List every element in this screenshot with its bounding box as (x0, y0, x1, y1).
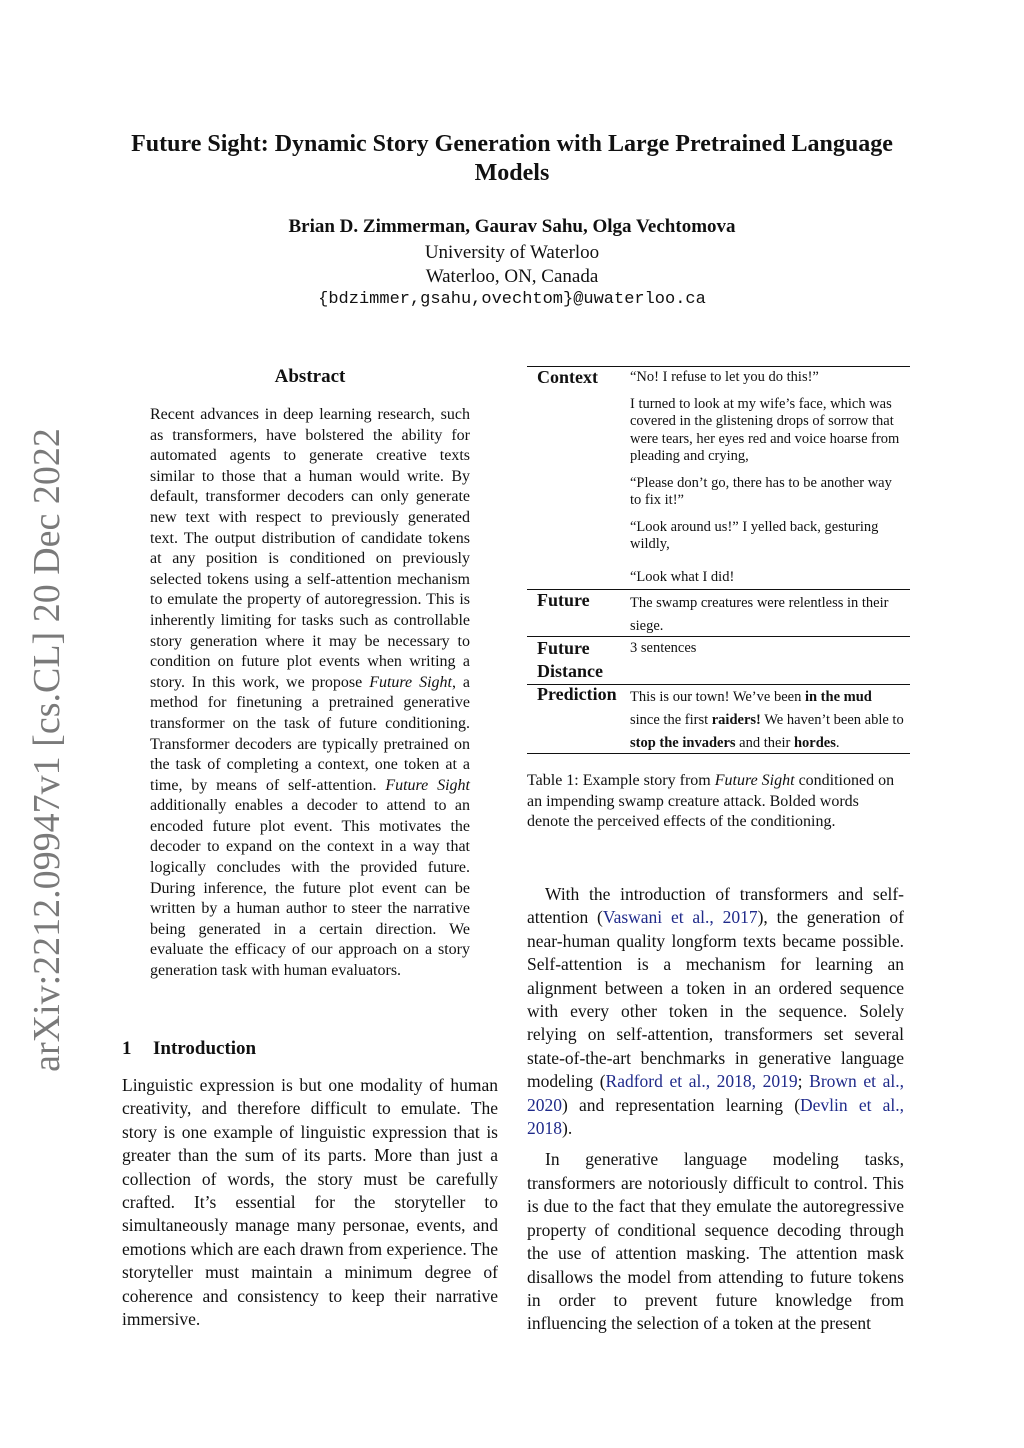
section-heading-introduction (122, 1038, 256, 1060)
prediction-bold-segment: stop the invaders (630, 735, 736, 751)
distance-label-line1: Future (537, 638, 590, 658)
intro-right-column (527, 883, 904, 1336)
abstract-text-3: additionally enables a decoder to attend to an encoded future plot event. This motivates the decoder to expand on the context in a way that logically concludes with the provided future. During inference, the future plot event can be written by a human author to steer the narrative being generated in a certain direction. We evaluate the efficacy of our approach on a story generation task with human evaluators. (150, 797, 470, 980)
intro-paragraph-3: In generative language modeling tasks, transformers are notoriously difficult to control. This is due to the fact that they emulate the autoregressive property of conditional sequence decoding through the use of attention masking. The attention mask disallows the model from attending to future tokens in order to prevent future knowledge from influencing the selection of a token at the present (527, 1149, 904, 1334)
abstract-heading: Abstract (274, 366, 346, 387)
prediction-segment: since the first (630, 712, 712, 728)
table-label-future: Future (537, 590, 590, 610)
abstract-text-1: Recent advances in deep learning research, such as transformers, have bolstered the ability for automated agents to generate creative texts similar to those that a human would write. By default, transformer decoders can only generate new text with respect to previously generated text. The output distribution of candidate tokens at any position is conditioned on previously selected tokens using a self-attention mechanism to emulate the property of autoregression. This is inherently limiting for tasks such as controllable story generation where it may be necessary to condition on future plot events when writing a story. In this work, we propose (150, 406, 470, 691)
table-rule-bottom (527, 753, 910, 754)
author-emails: {bdzimmer,gsahu,ovechtom}@uwaterloo.ca (318, 290, 706, 309)
table-label-context: Context (537, 367, 598, 387)
abstract-text-2: , a method for finetuning a pretrained generative transformer on the task of future conditioning. Transformer decoders are typically pretrained on the task of completing a context, one token at a time, by means of self-attention. (150, 673, 470, 794)
prediction-segment: . (835, 735, 840, 751)
body-text: ), the generation of near-human quality longform texts became possible. Self-attention is a mechanism for learning an alignment between a token in an ordered sequence with every other token in the sequence. Solely relying on self-attention, transformers set several state-of-the-art benchmarks in generative language modeling ( (527, 907, 905, 1092)
abstract-method-name: Future Sight (369, 673, 452, 691)
citation-link[interactable]: Radford et al., 2018, 2019 (605, 1071, 798, 1092)
table-caption (527, 771, 904, 833)
prediction-text (630, 686, 905, 755)
intro-paragraph-1: Linguistic expression is but one modality of human creativity, and therefore difficult to emulate. The story is one example of linguistic expression that is greater than the sum of its parts. More than just a collection of words, the story must be carefully crafted. It’s essential for the storyteller to simultaneously manage many personae, events, and emotions which are each drawn from experience. The storyteller must maintain a minimum degree of coherence and consistency to keep their narrative immersive. (122, 1075, 498, 1330)
context-line: “Look what I did! (630, 569, 735, 585)
author-list: Brian D. Zimmerman, Gaurav Sahu, Olga Vechtomova (288, 216, 736, 237)
prediction-segment: This is our town! We’ve been (630, 689, 805, 705)
section-number: 1 (122, 1038, 132, 1059)
future-distance-value: 3 sentences (630, 640, 697, 656)
prediction-bold-segment: raiders! (711, 712, 761, 728)
prediction-segment: We haven’t been able to (760, 712, 904, 728)
body-text: ). (562, 1118, 573, 1139)
caption-text: Table 1: Example story from (527, 772, 715, 789)
citation-link[interactable]: Brown et al., 2020 (527, 1071, 904, 1115)
body-text: With the introduction of transformers and self-attention ( (527, 884, 904, 928)
intro-paragraph-2 (527, 883, 904, 1140)
abstract-body (150, 405, 470, 982)
future-text: The swamp creatures were relentless in their siege. (630, 595, 889, 634)
arxiv-identifier: arXiv:2212.09947v1 [cs.CL] 20 Dec 2022 (26, 428, 68, 1072)
citation-link[interactable]: Vaswani et al., 2017 (602, 907, 758, 928)
abstract-method-name: Future Sight (385, 776, 471, 794)
affiliation-university: University of Waterloo (424, 242, 600, 263)
context-line: “Look around us!” I yelled back, gesturing wildly, (630, 519, 879, 553)
context-line: I turned to look at my wife’s face, which was covered in the glistening drops of sorrow that were tears, her eyes red and voice hoarse from pleading and crying, (630, 396, 900, 464)
table-label-future-distance (537, 637, 603, 683)
citation-link[interactable]: Devlin et al., 2018 (527, 1094, 904, 1139)
prediction-bold-segment: in the mud (804, 689, 872, 705)
body-text: ; (797, 1071, 810, 1092)
prediction-bold-segment: hordes (793, 735, 836, 751)
paper-title: Future Sight: Dynamic Story Generation with Large Pretrained Language Models (131, 131, 893, 186)
affiliation-location: Waterloo, ON, Canada (425, 266, 599, 287)
caption-method-name: Future Sight (714, 772, 795, 789)
body-text: ) and representation learning ( (562, 1094, 801, 1115)
caption-text: conditioned on an impending swamp creature attack. Bolded words denote the perceived effects of the conditioning. (527, 772, 895, 831)
table-label-prediction: Prediction (537, 684, 617, 704)
section-title: Introduction (153, 1038, 257, 1059)
context-line: “No! I refuse to let you do this!” (630, 369, 819, 385)
distance-label-line2: Distance (537, 661, 603, 681)
prediction-segment: and their (735, 735, 794, 751)
context-line: “Please don’t go, there has to be another way to fix it!” (630, 475, 892, 509)
